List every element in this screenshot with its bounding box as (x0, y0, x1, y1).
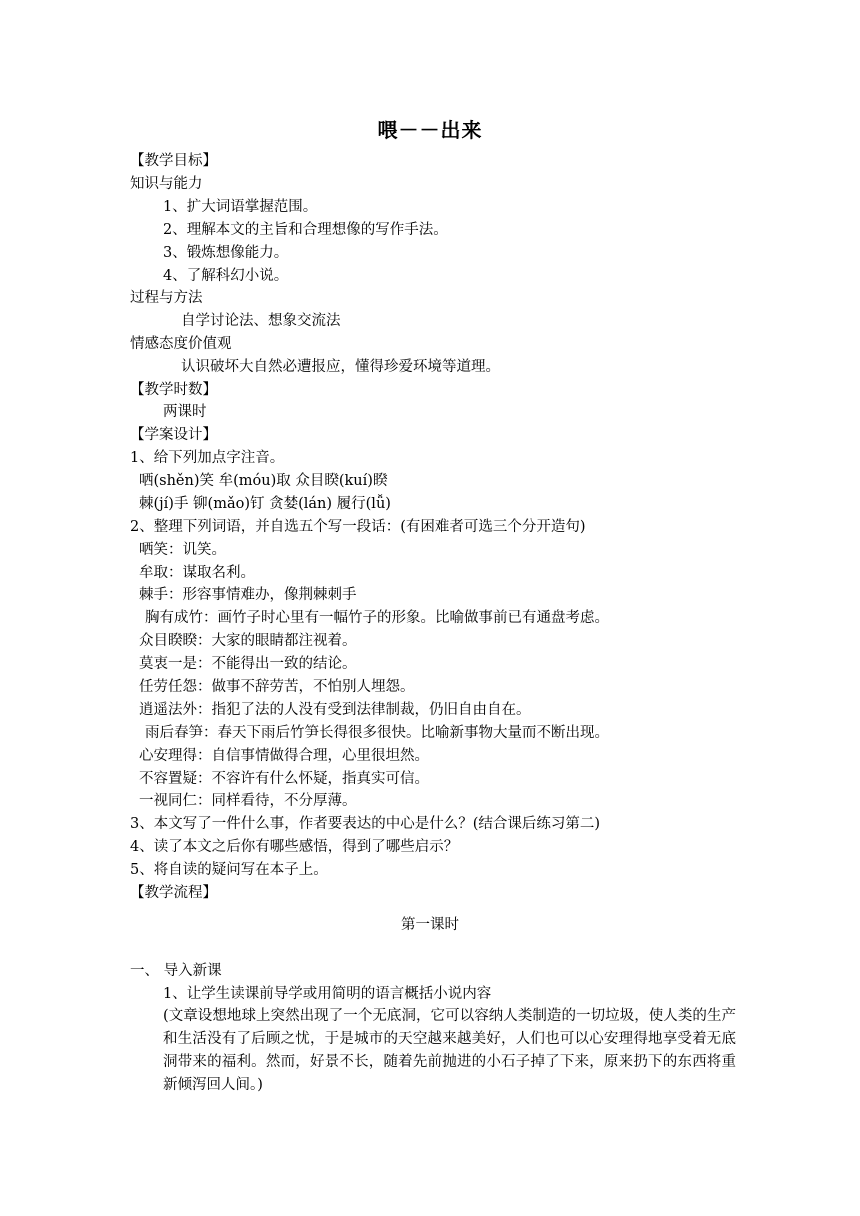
text-line: 5、将自读的疑问写在本子上。 (130, 862, 328, 878)
text-line: 1、让学生读课前导学或用简明的语言概括小说内容 (163, 986, 492, 1002)
text-line: 两课时 (163, 404, 207, 420)
text-line: 3、本文写了一件什么事，作者要表达的中心是什么？(结合课后练习第二) (130, 816, 601, 832)
text-line: 棘手：形容事情难办，像荆棘刺手 (139, 587, 357, 603)
text-line: 情感态度价值观 (130, 336, 232, 352)
text-line: 一视同仁：同样看待，不分厚薄。 (139, 793, 357, 809)
text-line: 胸有成竹：画竹子时心里有一幅竹子的形象。比喻做事前已有通盘考虑。 (145, 610, 609, 626)
text-line: 认识破坏大自然必遭报应，懂得珍爱环境等道理。 (181, 359, 500, 375)
text-line: 逍遥法外：指犯了法的人没有受到法律制裁，仍旧自由自在。 (139, 702, 531, 718)
page-title: 喂－－出来 (377, 118, 483, 142)
text-line: 哂笑：讥笑。 (139, 542, 226, 558)
text-line: 知识与能力 (130, 176, 203, 192)
text-line: 4、了解科幻小说。 (163, 268, 289, 284)
text-line: 2、理解本文的主旨和合理想像的写作手法。 (163, 222, 448, 238)
text-line: 心安理得：自信事情做得合理，心里很坦然。 (139, 748, 429, 764)
text-line: 棘(jí)手 铆(mǎo)钉 贪婪(lán) 履行(lǚ) (139, 496, 391, 512)
text-line: 2、整理下列词语，并自选五个写一段话：(有困难者可选三个分开造句) (130, 519, 586, 535)
text-line: 3、锻炼想像能力。 (163, 245, 289, 261)
text-line: 过程与方法 (130, 290, 203, 306)
text-line: 4、读了本文之后你有哪些感悟，得到了哪些启示？ (130, 839, 459, 855)
text-line: 【教学流程】 (130, 885, 217, 901)
text-line: 任劳任怨：做事不辞劳苦，不怕别人埋怨。 (139, 679, 415, 695)
text-line: 一、 导入新课 (130, 963, 222, 979)
summary-paragraph: (文章设想地球上突然出现了一个无底洞，它可以容纳人类制造的一切垃圾，使人类的生产和生活没有了后顾之忧，于是城市的天空越来越美好，人们也可以心安理得地享受着无底洞带来的福利。然而，好景不长，随着先前抛进的小石子掉了下来，原来扔下的东西将重新倾泻回人间。) (163, 1008, 736, 1093)
text-line: 1、扩大词语掌握范围。 (163, 199, 318, 215)
text-line: 牟取：谋取名利。 (139, 565, 255, 581)
text-line: 自学讨论法、想象交流法 (181, 313, 341, 329)
text-line: 【教学时数】 (130, 382, 217, 398)
text-line: 1、给下列加点字注音。 (130, 450, 285, 466)
text-line: 【学案设计】 (130, 427, 217, 443)
text-line: 哂(shěn)笑 牟(móu)取 众目睽(kuí)睽 (139, 473, 388, 489)
text-line: 【教学目标】 (130, 153, 217, 169)
text-line: 不容置疑：不容许有什么怀疑，指真实可信。 (139, 771, 429, 787)
section-heading: 第一课时 (401, 917, 459, 933)
text-line: 雨后春笋：春天下雨后竹笋长得很多很快。比喻新事物大量而不断出现。 (145, 725, 609, 741)
text-line: 众目睽睽：大家的眼睛都注视着。 (139, 633, 357, 649)
text-line: 莫衷一是：不能得出一致的结论。 (139, 656, 357, 672)
